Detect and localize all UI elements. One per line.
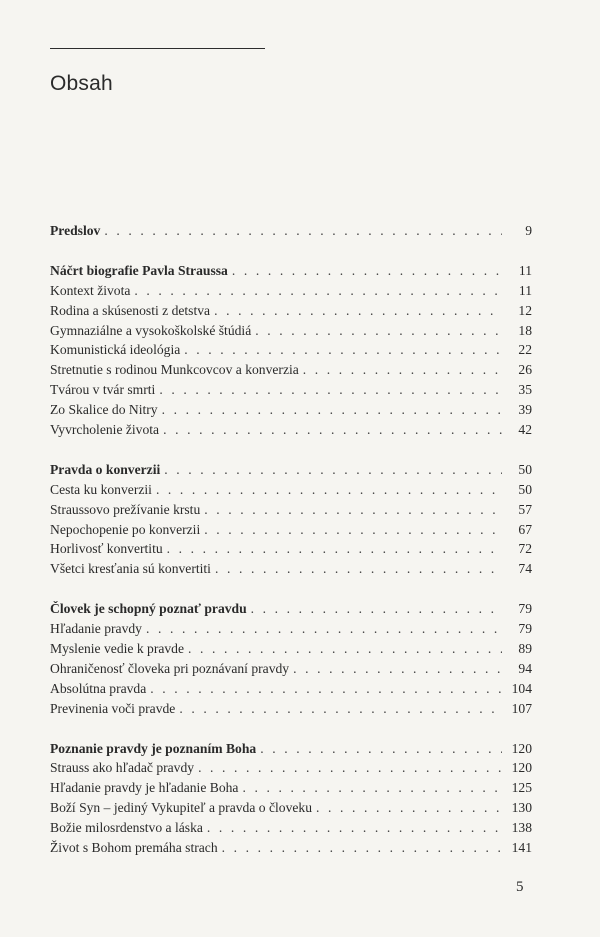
page-ref: 141 <box>511 840 532 856</box>
toc-subsection-entry <box>50 539 532 559</box>
toc-subsection-entry <box>50 778 532 798</box>
toc-subsection-entry <box>50 500 532 520</box>
toc-subsection-entry <box>50 559 532 579</box>
toc-subsection-entry <box>50 360 532 380</box>
page-ref: 12 <box>518 302 532 318</box>
page-ref: 79 <box>518 621 532 637</box>
subsection-title: Horlivosť konvertitu <box>50 541 163 557</box>
page-ref: 138 <box>511 820 532 836</box>
page-ref: 130 <box>511 800 532 816</box>
dot-leader <box>198 758 502 778</box>
dot-leader <box>251 599 502 619</box>
dot-leader <box>188 639 502 659</box>
subsection-title: Absolútna pravda <box>50 680 147 696</box>
toc-chapter-entry <box>50 739 532 759</box>
page-ref: 107 <box>511 700 532 716</box>
page-ref: 22 <box>518 342 532 358</box>
dot-leader <box>303 360 502 380</box>
dot-leader <box>215 559 502 579</box>
table-of-contents <box>50 221 532 878</box>
toc-chapter-entry <box>50 221 532 241</box>
subsection-title: Komunistická ideológia <box>50 342 181 358</box>
toc-subsection-entry <box>50 798 532 818</box>
toc-subsection-entry <box>50 380 532 400</box>
page-ref: 79 <box>518 601 532 617</box>
subsection-title: Boží Syn – jediný Vykupiteľ a pravda o človeku <box>50 800 312 816</box>
toc-subsection-entry <box>50 321 532 341</box>
page-title: Obsah <box>50 72 113 95</box>
subsection-title: Strauss ako hľadač pravdy <box>50 760 195 776</box>
dot-leader <box>232 261 502 281</box>
subsection-title: Vyvrcholenie života <box>50 422 160 438</box>
toc-subsection-entry <box>50 281 532 301</box>
page-ref: 42 <box>518 422 532 438</box>
page-ref: 120 <box>511 740 532 756</box>
page-ref: 89 <box>518 641 532 657</box>
page-ref: 94 <box>518 660 532 676</box>
page-ref: 35 <box>518 382 532 398</box>
page-ref: 50 <box>518 461 532 477</box>
page-ref: 26 <box>518 362 532 378</box>
subsection-title: Straussovo prežívanie krstu <box>50 501 201 517</box>
toc-subsection-entry <box>50 520 532 540</box>
dot-leader <box>162 400 502 420</box>
subsection-title: Nepochopenie po konverzii <box>50 521 201 537</box>
page-ref: 72 <box>518 541 532 557</box>
toc-section <box>50 460 532 579</box>
page-ref: 125 <box>511 780 532 796</box>
toc-chapter-entry <box>50 599 532 619</box>
toc-section <box>50 261 532 440</box>
subsection-title: Hľadanie pravdy je hľadanie Boha <box>50 780 239 796</box>
dot-leader <box>207 818 502 838</box>
dot-leader <box>260 739 502 759</box>
toc-subsection-entry <box>50 639 532 659</box>
chapter-title: Človek je schopný poznať pravdu <box>50 601 247 617</box>
toc-section <box>50 739 532 858</box>
subsection-title: Rodina a skúsenosti z detstva <box>50 302 211 318</box>
toc-subsection-entry <box>50 818 532 838</box>
page-ref: 120 <box>511 760 532 776</box>
dot-leader <box>242 778 502 798</box>
subsection-title: Zo Skalice do Nitry <box>50 402 158 418</box>
chapter-title: Predslov <box>50 223 101 238</box>
toc-section <box>50 221 532 241</box>
dot-leader <box>214 301 502 321</box>
page-ref: 57 <box>518 501 532 517</box>
dot-leader <box>179 699 502 719</box>
subsection-title: Život s Bohom premáha strach <box>50 840 218 856</box>
toc-chapter-entry <box>50 460 532 480</box>
page-ref: 67 <box>518 521 532 537</box>
subsection-title: Stretnutie s rodinou Munkcovcov a konverzia <box>50 362 299 378</box>
toc-chapter-entry <box>50 261 532 281</box>
dot-leader <box>159 380 502 400</box>
page-ref: 11 <box>518 282 532 298</box>
subsection-title: Božie milosrdenstvo a láska <box>50 820 203 836</box>
subsection-title: Previnenia voči pravde <box>50 700 176 716</box>
subsection-title: Gymnaziálne a vysokoškolské štúdiá <box>50 322 252 338</box>
subsection-title: Hľadanie pravdy <box>50 621 142 637</box>
dot-leader <box>316 798 502 818</box>
toc-subsection-entry <box>50 420 532 440</box>
dot-leader <box>167 539 502 559</box>
dot-leader <box>150 679 502 699</box>
chapter-title: Pravda o konverzii <box>50 461 161 477</box>
dot-leader <box>134 281 502 301</box>
top-rule <box>50 48 265 49</box>
subsection-title: Kontext života <box>50 282 131 298</box>
page-number: 5 <box>516 879 524 895</box>
subsection-title: Ohraničenosť človeka pri poznávaní pravdy <box>50 660 290 676</box>
subsection-title: Myslenie vedie k pravde <box>50 641 185 657</box>
toc-section <box>50 599 532 718</box>
dot-leader <box>184 340 502 360</box>
dot-leader <box>204 520 502 540</box>
toc-subsection-entry <box>50 340 532 360</box>
dot-leader <box>164 460 502 480</box>
page-ref: 104 <box>511 680 532 696</box>
dot-leader <box>222 838 502 858</box>
page-ref: 50 <box>518 481 532 497</box>
page-ref: 74 <box>518 561 532 577</box>
page-ref: 11 <box>518 262 532 278</box>
toc-subsection-entry <box>50 301 532 321</box>
toc-subsection-entry <box>50 480 532 500</box>
subsection-title: Cesta ku konverzii <box>50 481 152 497</box>
toc-subsection-entry <box>50 679 532 699</box>
dot-leader <box>156 480 502 500</box>
dot-leader <box>293 659 502 679</box>
chapter-title: Náčrt biografie Pavla Straussa <box>50 262 228 278</box>
toc-subsection-entry <box>50 659 532 679</box>
dot-leader <box>255 321 502 341</box>
chapter-title: Poznanie pravdy je poznaním Boha <box>50 740 257 756</box>
toc-subsection-entry <box>50 699 532 719</box>
toc-subsection-entry <box>50 619 532 639</box>
subsection-title: Tvárou v tvár smrti <box>50 382 156 398</box>
dot-leader <box>204 500 502 520</box>
page-ref: 39 <box>518 402 532 418</box>
page-ref: 18 <box>518 322 532 338</box>
toc-subsection-entry <box>50 838 532 858</box>
dot-leader <box>146 619 502 639</box>
subsection-title: Všetci kresťania sú konvertiti <box>50 561 211 577</box>
dot-leader <box>163 420 502 440</box>
toc-subsection-entry <box>50 400 532 420</box>
toc-subsection-entry <box>50 758 532 778</box>
dot-leader <box>104 221 502 241</box>
page-ref: 9 <box>525 223 532 238</box>
